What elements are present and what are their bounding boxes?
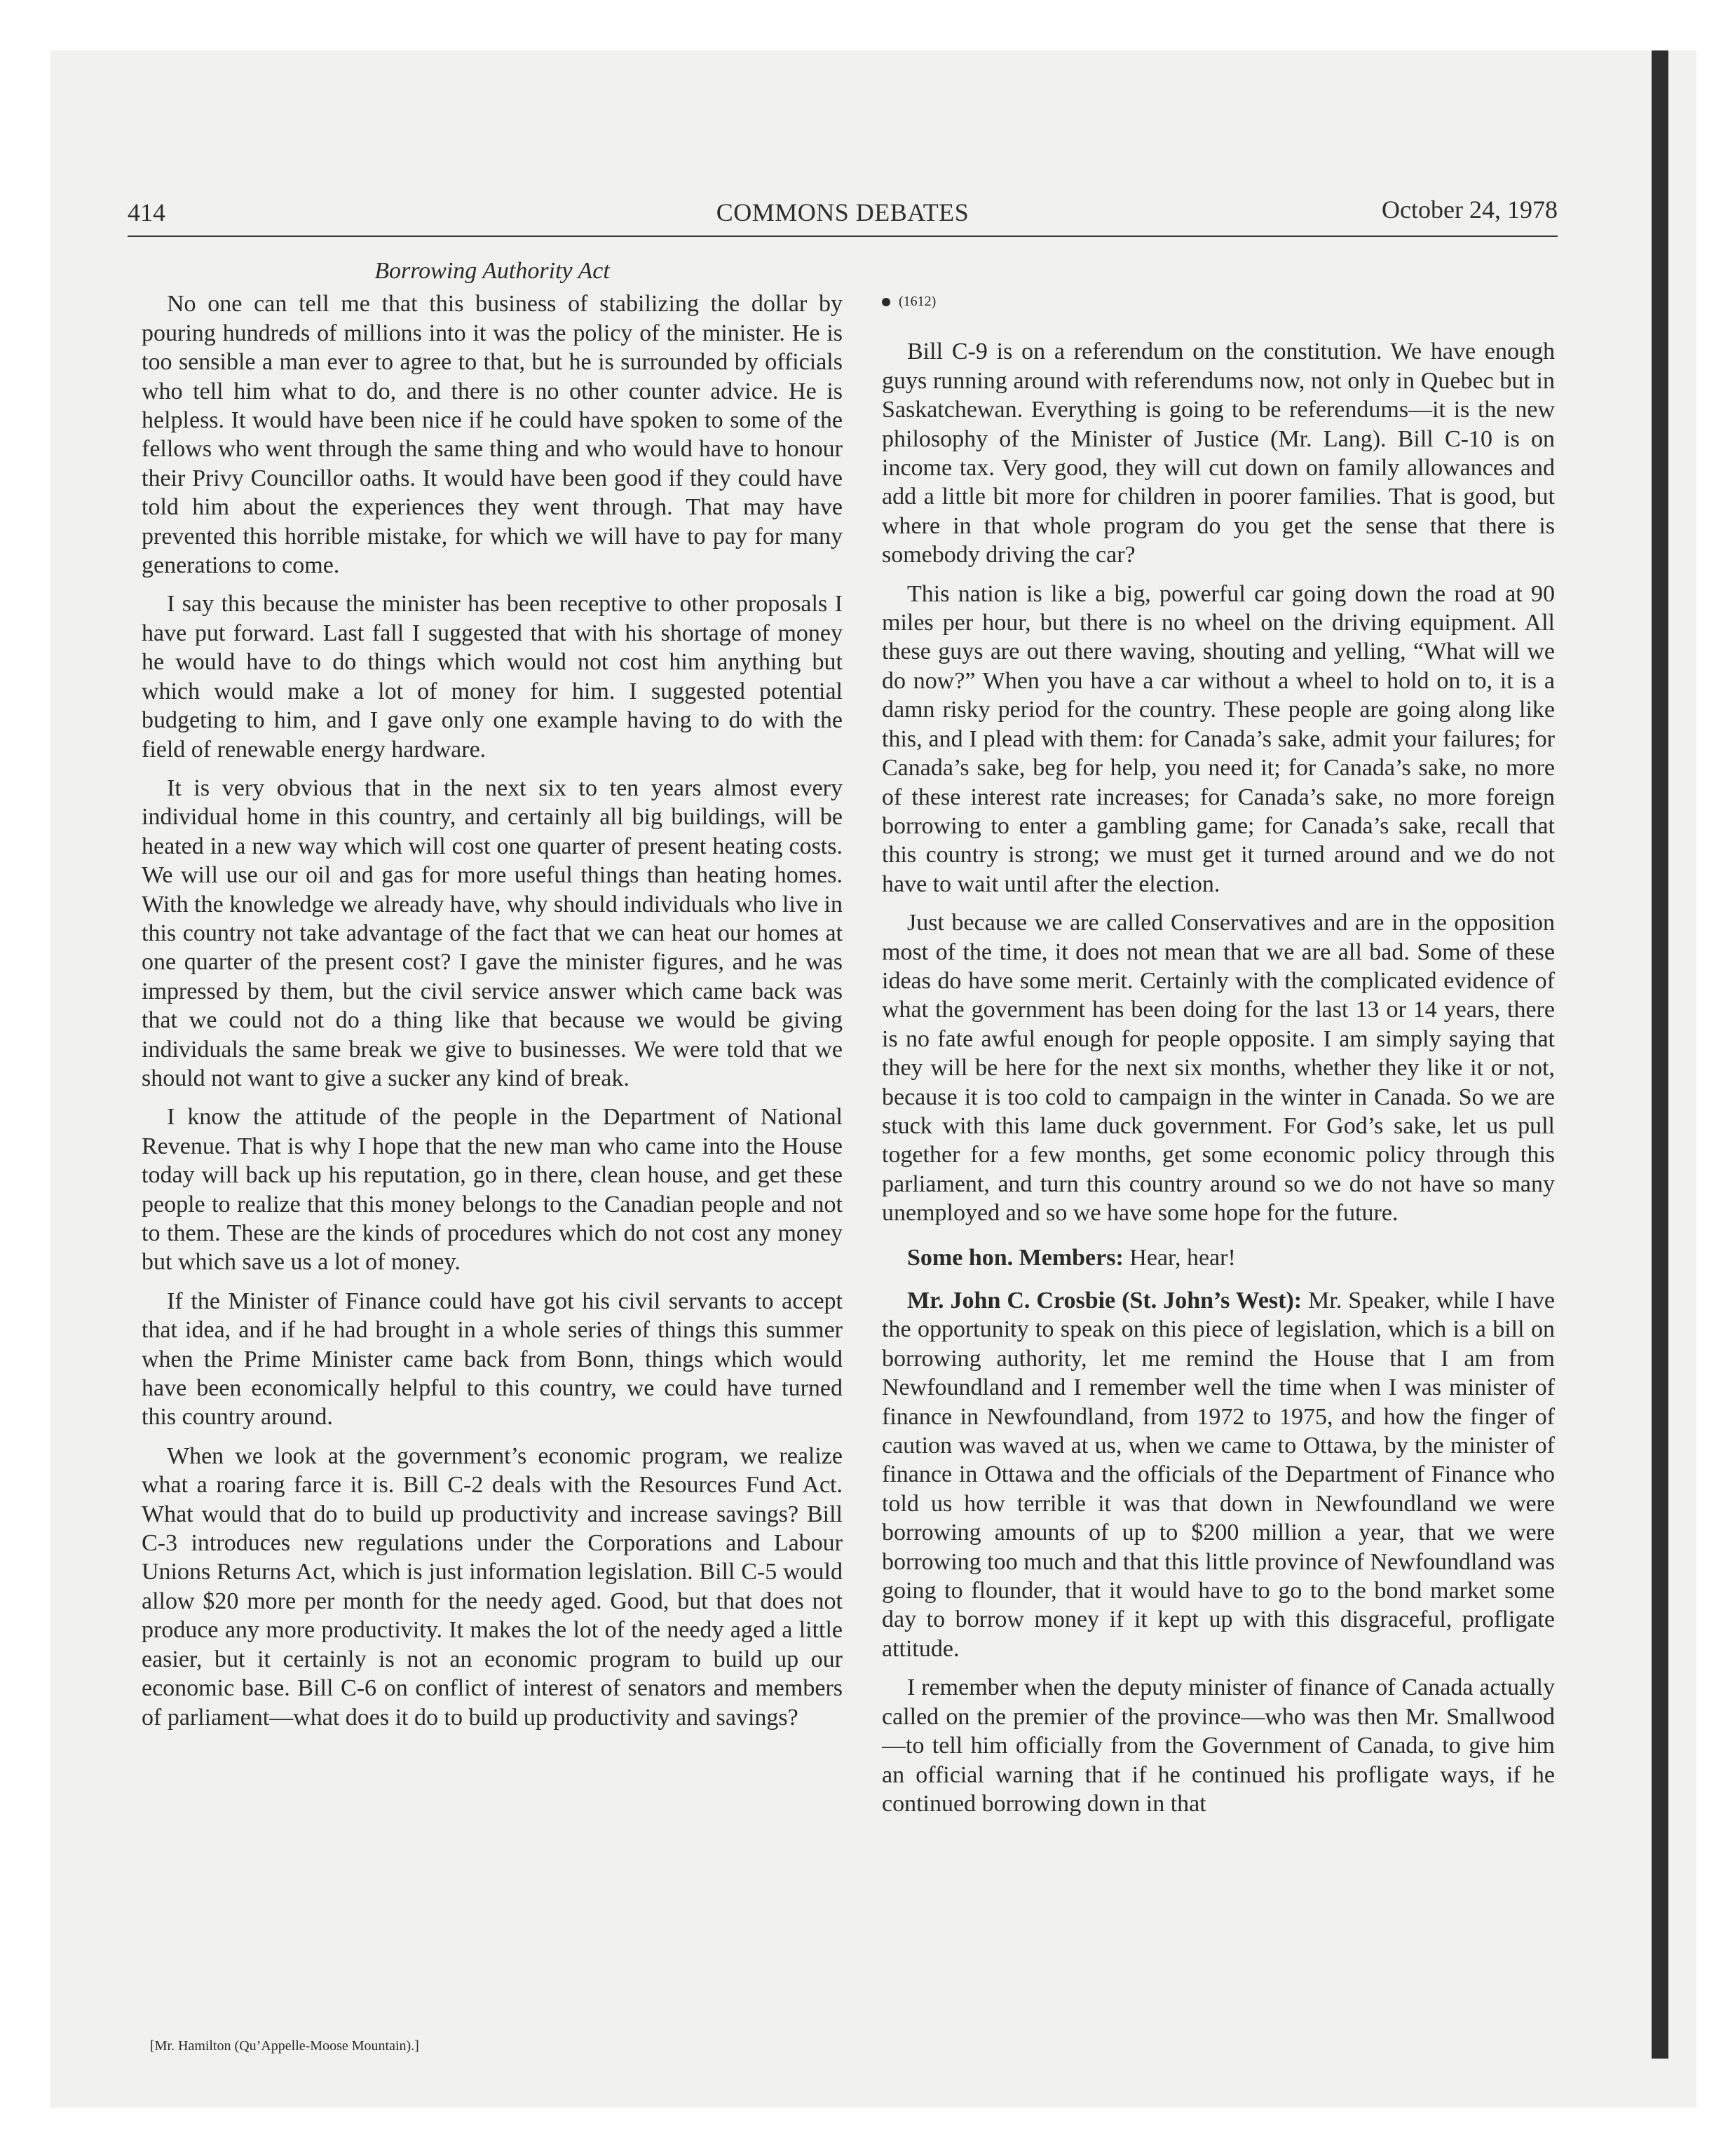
paragraph: When we look at the government’s economic program, we realize what a roaring farce it is. Bill C-2 deals with the Resources Fund Act. What would that do to build up productivity and increase savings? Bill C-3 introduces new regulations under the Corporations and Labour Unions Returns Act, which is just information legislation. Bill C-5 would allow $20 more per month for the needy aged. Good, but that does not produce any more productivity. It makes the lot of the needy aged a little easier, but it certainly is not an economic program to build up our economic base. Bill C-6 on conflict of interest of senators and members of parliament—what does it do to build up productivity and savings? (142, 1442, 843, 1731)
time-marker-label: (1612) (899, 294, 937, 309)
speech-text: Mr. Speaker, while I have the opportunity to speak on this piece of legislation, which is a bill on borrowing authority, let me remind the House that I am from Newfoundland and I remember well the time when I was minister of finance in Newfoundland, from 1972 to 1975, and how the finger of caution was waved at us, when we came to Ottawa, by the minister of finance in Ottawa and the officials of the Department of Finance who told us how terrible it was that down in Newfoundland we were borrowing amounts of up to $200 million a year, that we were borrowing too much and that this little province of Newfoundland was going to flounder, that it would have to go to the bond market some day to borrow money if it kept up with this disgraceful, profligate attitude. (882, 1288, 1555, 1662)
paragraph: No one can tell me that this business of stabilizing the dollar by pouring hundreds of millions into it was the policy of the minister. He is too sensible a man ever to agree to that, but he is surrounded by officials who tell him what to do, and there is no other counter advice. He is helpless. It would have been nice if he could have spoken to some of the fellows who went through the same thing and who would have to honour their Privy Councillor oaths. It would have been good if they could have told him about the experiences they went through. That may have prevented this horrible mistake, for which we will have to pay for many generations to come. (142, 291, 843, 579)
right-column (882, 287, 1555, 1828)
speaker-name: Some hon. Members: (907, 1244, 1124, 1271)
speaker-footnote: [Mr. Hamilton (Qu’Appelle-Moose Mountain).] (150, 2038, 419, 2054)
time-marker (882, 287, 1555, 316)
interjection (882, 1243, 1555, 1272)
paragraph: I say this because the minister has been receptive to other proposals I have put forward. Last fall I suggested that with his shortage of money he would have to do things which would not cost him anything but which would make a lot of money for him. I suggested potential budgeting to him, and I gave only one example having to do with the field of renewable energy hardware. (142, 591, 843, 763)
paragraph: I remember when the deputy minister of finance of Canada actually called on the premier of the province—who was then Mr. Smallwood—to tell him officially from the Government of Canada, to give him an official warning that if he continued his profligate ways, if he continued borrowing down in that (882, 1674, 1555, 1817)
header-date: October 24, 1978 (1382, 196, 1558, 224)
paragraph: This nation is like a big, powerful car going down the road at 90 miles per hour, but there is no wheel on the driving equipment. All these guys are out there waving, shouting and yelling, “What will we do now?” When you have a car without a wheel to hold on to, it is a damn risky period for the country. These people are going along like this, and I plead with them: for Canada’s sake, admit your failures; for Canada’s sake, beg for help, you need it; for Canada’s sake, no more of these interest rate increases; for Canada’s sake, no more foreign borrowing to enter a gambling game; for Canada’s sake, recall that this country is strong; we must get it turned around and we do not have to wait until after the election. (882, 580, 1555, 897)
paragraph: Bill C-9 is on a referendum on the constitution. We have enough guys running around with referendums now, not only in Quebec but in Saskatchewan. Everything is going to be referendums—it is the new philosophy of the Minister of Justice (Mr. Lang). Bill C-10 is on income tax. Very good, they will cut down on family allowances and add a little bit more for children in poorer families. That is good, but where in that whole program do you get the sense that there is somebody driving the car? (882, 339, 1555, 568)
paragraph: It is very obvious that in the next six to ten years almost every individual home in this country, and certainly all big buildings, will be heated in a new way which will cost one quarter of present heating costs. We will use our oil and gas for more useful things than heating homes. With the knowledge we already have, why should individuals who live in this country not take advantage of the fact that we can heat our homes at one quarter of the present cost? I gave the minister figures, and he was impressed by them, but the civil service answer which came back was that we could not do a thing like that because we would be giving individuals the same break we give to businesses. We were told that we should not want to give a sucker any kind of break. (142, 775, 843, 1091)
speaker-name: Mr. John C. Crosbie (St. John’s West): (907, 1288, 1302, 1314)
bullet-icon (882, 298, 890, 306)
paragraph: Just because we are called Conservatives and are in the opposition most of the time, it does not mean that we are all bad. Some of these ideas do have some merit. Certainly with the complicated evidence of what the government has been doing for the last 13 or 14 years, there is no fate awful enough for people opposite. I am simply saying that they will be here for the next six months, whether they like it or not, because it is too cold to campaign in the winter in Canada. So we are stuck with this lame duck government. For God’s sake, let us pull together for a few months, get some economic policy through this parliament, and turn this country around so we do not have so many unemployed and so we have some hope for the future. (882, 910, 1555, 1227)
paragraph: If the Minister of Finance could have got his civil servants to accept that idea, and if he had brought in a whole series of things this summer when the Prime Minister came back from Bonn, things which would have been economically helpful to this country, we could have turned this country around. (142, 1288, 843, 1431)
speech-paragraph (882, 1286, 1555, 1663)
page-number: 414 (128, 198, 165, 226)
running-title: COMMONS DEBATES (716, 198, 969, 226)
page-header (128, 198, 1558, 240)
interjection-text: Hear, hear! (1123, 1244, 1236, 1271)
section-title: Borrowing Authority Act (374, 258, 610, 284)
paragraph: I know the attitude of the people in the Department of National Revenue. That is why I hope that the new man who came into the House today will back up his reputation, go in there, clean house, and get these people to realize that this money belongs to the Canadian people and not to them. These are the kinds of procedures which do not cost any money but which save us a lot of money. (142, 1104, 843, 1276)
left-column (142, 257, 843, 1742)
scan-edge-bar (1652, 50, 1668, 2059)
header-rule (128, 236, 1558, 237)
